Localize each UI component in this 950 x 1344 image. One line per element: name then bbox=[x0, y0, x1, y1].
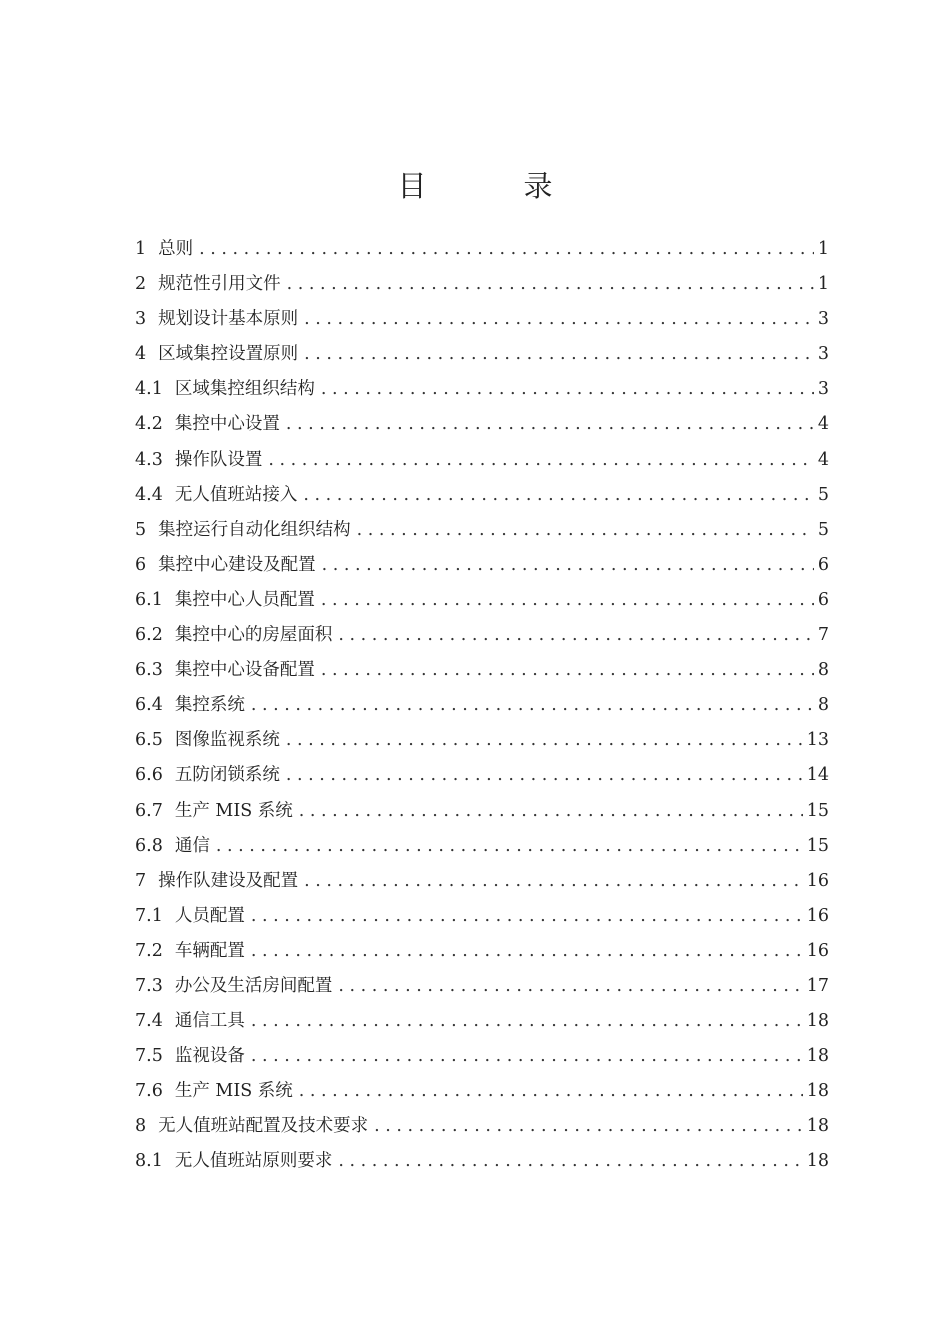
toc-entry-number: 3 bbox=[135, 309, 147, 330]
toc-entry-page-number: 13 bbox=[806, 730, 829, 751]
toc-entry[interactable] bbox=[135, 1109, 829, 1144]
toc-entry[interactable] bbox=[135, 758, 829, 793]
toc-entry-page-number: 1 bbox=[817, 274, 829, 295]
toc-entry-title: 规范性引用文件 bbox=[158, 274, 281, 295]
dot-leader bbox=[338, 969, 802, 1004]
dot-leader bbox=[303, 478, 814, 513]
dot-leader bbox=[287, 267, 814, 302]
toc-entry-number: 6.2 bbox=[135, 625, 163, 646]
toc-entry-title: 图像监视系统 bbox=[174, 730, 280, 751]
toc-entry-number: 7.1 bbox=[135, 905, 163, 926]
toc-entry-title: 区域集控设置原则 bbox=[158, 344, 299, 365]
toc-entry[interactable] bbox=[135, 1039, 829, 1074]
toc-entry-page-number: 6 bbox=[817, 554, 829, 575]
toc-entry-page-number: 5 bbox=[817, 484, 829, 505]
toc-entry-title: 操作队建设及配置 bbox=[158, 870, 299, 891]
toc-entry[interactable] bbox=[135, 653, 829, 688]
toc-entry-number: 1 bbox=[135, 239, 147, 259]
toc-entry-page-number: 18 bbox=[806, 1081, 829, 1102]
dot-leader bbox=[321, 372, 814, 407]
toc-entry-title: 人员配置 bbox=[174, 905, 245, 926]
toc-entry-number: 2 bbox=[135, 274, 147, 295]
table-of-contents bbox=[135, 232, 829, 1180]
dot-leader bbox=[374, 1109, 803, 1144]
toc-entry-title: 生产 MIS 系统 bbox=[174, 800, 293, 821]
toc-entry-page-number: 15 bbox=[806, 800, 829, 821]
toc-entry-number: 7.6 bbox=[135, 1081, 163, 1102]
toc-entry-number: 6.3 bbox=[135, 660, 163, 681]
toc-entry[interactable] bbox=[135, 688, 829, 723]
toc-entry-number: 4.1 bbox=[135, 379, 163, 400]
dot-leader bbox=[321, 583, 814, 618]
toc-entry-page-number: 18 bbox=[806, 1046, 829, 1067]
toc-entry-number: 6 bbox=[135, 554, 147, 575]
toc-entry-page-number: 5 bbox=[817, 519, 829, 540]
toc-entry[interactable] bbox=[135, 1004, 829, 1039]
toc-entry-number: 7 bbox=[135, 870, 147, 891]
toc-entry-page-number: 6 bbox=[817, 589, 829, 610]
toc-entry-number: 4.3 bbox=[135, 449, 163, 470]
toc-entry-title: 集控运行自动化组织结构 bbox=[158, 519, 351, 540]
toc-entry-number: 7.2 bbox=[135, 940, 163, 961]
toc-entry[interactable] bbox=[135, 478, 829, 513]
dot-leader bbox=[251, 1039, 803, 1074]
toc-entry[interactable] bbox=[135, 232, 829, 267]
toc-entry-page-number: 1 bbox=[817, 239, 829, 259]
dot-leader bbox=[199, 232, 814, 267]
dot-leader bbox=[286, 723, 803, 758]
toc-entry-title: 集控中心建设及配置 bbox=[158, 554, 316, 575]
toc-entry-title: 集控中心设备配置 bbox=[174, 660, 315, 681]
toc-entry[interactable] bbox=[135, 302, 829, 337]
toc-entry-title: 车辆配置 bbox=[174, 940, 245, 961]
toc-entry-title: 通信 bbox=[174, 835, 210, 856]
toc-entry-title: 无人值班站接入 bbox=[174, 484, 298, 505]
dot-leader bbox=[286, 407, 814, 442]
toc-entry-page-number: 15 bbox=[806, 835, 829, 856]
dot-leader bbox=[286, 758, 803, 793]
toc-entry[interactable] bbox=[135, 829, 829, 864]
toc-entry-title: 总则 bbox=[158, 239, 194, 259]
toc-entry-number: 7.5 bbox=[135, 1046, 163, 1067]
dot-leader bbox=[304, 337, 814, 372]
toc-entry-page-number: 7 bbox=[817, 625, 829, 646]
dot-leader bbox=[321, 653, 814, 688]
toc-entry[interactable] bbox=[135, 934, 829, 969]
toc-entry[interactable] bbox=[135, 618, 829, 653]
toc-entry[interactable] bbox=[135, 372, 829, 407]
toc-entry-number: 4 bbox=[135, 344, 147, 365]
toc-entry-number: 4.4 bbox=[135, 484, 163, 505]
toc-entry[interactable] bbox=[135, 969, 829, 1004]
toc-entry-number: 6.6 bbox=[135, 765, 163, 786]
dot-leader bbox=[251, 899, 803, 934]
toc-entry-number: 5 bbox=[135, 519, 147, 540]
toc-entry[interactable] bbox=[135, 548, 829, 583]
dot-leader bbox=[338, 618, 814, 653]
toc-entry-title: 五防闭锁系统 bbox=[174, 765, 280, 786]
toc-entry-page-number: 3 bbox=[817, 344, 829, 365]
toc-entry-number: 7.3 bbox=[135, 975, 163, 996]
dot-leader bbox=[268, 443, 814, 478]
toc-entry[interactable] bbox=[135, 1074, 829, 1109]
dot-leader bbox=[338, 1144, 802, 1179]
toc-entry-page-number: 8 bbox=[817, 695, 829, 716]
toc-entry-number: 7.4 bbox=[135, 1011, 163, 1032]
toc-entry-page-number: 16 bbox=[806, 905, 829, 926]
toc-title: 目 录 bbox=[397, 169, 587, 203]
toc-entry-page-number: 17 bbox=[806, 975, 829, 996]
toc-entry-page-number: 8 bbox=[817, 660, 829, 681]
toc-entry-page-number: 3 bbox=[817, 309, 829, 330]
toc-entry-page-number: 4 bbox=[817, 449, 829, 470]
dot-leader bbox=[299, 794, 803, 829]
toc-entry-title: 操作队设置 bbox=[174, 449, 263, 470]
toc-entry[interactable] bbox=[135, 583, 829, 618]
dot-leader bbox=[322, 548, 814, 583]
dot-leader bbox=[251, 1004, 803, 1039]
toc-entry[interactable] bbox=[135, 443, 829, 478]
toc-entry-title: 规划设计基本原则 bbox=[158, 309, 299, 330]
toc-entry-title: 集控中心的房屋面积 bbox=[174, 625, 333, 646]
toc-entry-title: 办公及生活房间配置 bbox=[174, 975, 333, 996]
toc-entry-number: 4.2 bbox=[135, 414, 163, 435]
toc-entry[interactable] bbox=[135, 337, 829, 372]
toc-entry-number: 8 bbox=[135, 1116, 147, 1137]
toc-entry-page-number: 18 bbox=[806, 1011, 829, 1032]
toc-entry-page-number: 16 bbox=[806, 940, 829, 961]
dot-leader bbox=[251, 934, 803, 969]
dot-leader bbox=[216, 829, 803, 864]
toc-entry-title: 集控中心设置 bbox=[174, 414, 280, 435]
toc-entry-title: 通信工具 bbox=[174, 1011, 245, 1032]
dot-leader bbox=[304, 302, 814, 337]
toc-entry-page-number: 18 bbox=[806, 1116, 829, 1137]
dot-leader bbox=[357, 513, 814, 548]
toc-entry[interactable] bbox=[135, 864, 829, 899]
toc-entry-page-number: 3 bbox=[817, 379, 829, 400]
toc-entry[interactable] bbox=[135, 794, 829, 829]
toc-entry[interactable] bbox=[135, 723, 829, 758]
toc-entry-number: 6.5 bbox=[135, 730, 163, 751]
toc-entry[interactable] bbox=[135, 1144, 829, 1179]
toc-entry[interactable] bbox=[135, 267, 829, 302]
toc-entry[interactable] bbox=[135, 899, 829, 934]
toc-entry-number: 6.8 bbox=[135, 835, 163, 856]
toc-entry-page-number: 4 bbox=[817, 414, 829, 435]
dot-leader bbox=[251, 688, 814, 723]
toc-entry-page-number: 18 bbox=[806, 1151, 829, 1172]
toc-entry-title: 生产 MIS 系统 bbox=[174, 1081, 293, 1102]
dot-leader bbox=[299, 1074, 803, 1109]
toc-entry[interactable] bbox=[135, 407, 829, 442]
toc-entry-page-number: 14 bbox=[806, 765, 829, 786]
dot-leader bbox=[304, 864, 803, 899]
toc-entry-title: 无人值班站原则要求 bbox=[174, 1151, 333, 1172]
toc-entry[interactable] bbox=[135, 513, 829, 548]
toc-entry-page-number: 16 bbox=[806, 870, 829, 891]
toc-entry-title: 无人值班站配置及技术要求 bbox=[158, 1116, 369, 1137]
toc-entry-title: 集控中心人员配置 bbox=[174, 589, 315, 610]
toc-entry-number: 6.4 bbox=[135, 695, 163, 716]
toc-entry-title: 集控系统 bbox=[174, 695, 245, 716]
toc-entry-title: 区域集控组织结构 bbox=[174, 379, 315, 400]
toc-entry-number: 8.1 bbox=[135, 1151, 163, 1172]
toc-entry-title: 监视设备 bbox=[174, 1046, 245, 1067]
toc-entry-number: 6.7 bbox=[135, 800, 163, 821]
toc-entry-number: 6.1 bbox=[135, 589, 163, 610]
